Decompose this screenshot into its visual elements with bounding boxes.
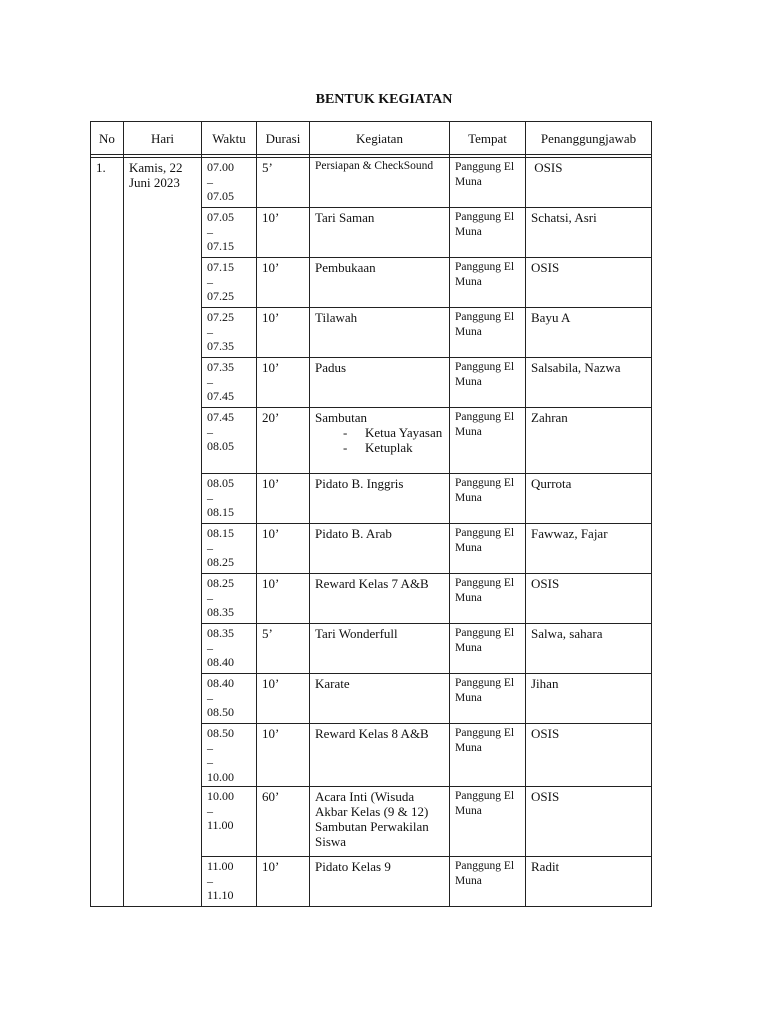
waktu-line: 08.40 bbox=[207, 676, 234, 690]
penanggungjawab-cell: OSIS bbox=[526, 158, 652, 208]
durasi-cell: 10’ bbox=[257, 524, 310, 574]
waktu-line: 07.35 bbox=[207, 360, 234, 374]
penanggungjawab-cell: Fawwaz, Fajar bbox=[526, 524, 652, 574]
waktu-line: 07.45 bbox=[207, 410, 234, 424]
waktu-line: 07.35 bbox=[207, 339, 234, 353]
kegiatan-cell bbox=[310, 787, 450, 857]
penanggungjawab-cell: Salsabila, Nazwa bbox=[526, 358, 652, 408]
waktu-cell bbox=[202, 674, 257, 724]
penanggungjawab-cell: OSIS bbox=[526, 787, 652, 857]
waktu-cell bbox=[202, 208, 257, 258]
waktu-cell bbox=[202, 524, 257, 574]
waktu-line: 07.05 bbox=[207, 189, 234, 203]
kegiatan-cell bbox=[310, 408, 450, 474]
penanggungjawab-cell: OSIS bbox=[526, 574, 652, 624]
kegiatan-cell bbox=[310, 574, 450, 624]
kegiatan-cell bbox=[310, 724, 450, 787]
waktu-line: 08.40 bbox=[207, 655, 234, 669]
kegiatan-text: Tari Saman bbox=[315, 210, 375, 225]
waktu-line: – bbox=[207, 540, 213, 555]
waktu-line: 08.15 bbox=[207, 526, 234, 540]
tempat-cell: Panggung El Muna bbox=[450, 158, 526, 208]
kegiatan-text: Tilawah bbox=[315, 310, 358, 325]
header-tempat: Tempat bbox=[450, 122, 526, 155]
durasi-cell: 5’ bbox=[257, 624, 310, 674]
kegiatan-cell bbox=[310, 158, 450, 208]
kegiatan-subitem: - Ketuplak bbox=[343, 440, 444, 455]
waktu-cell bbox=[202, 474, 257, 524]
kegiatan-text: Reward Kelas 8 A&B bbox=[315, 726, 429, 741]
durasi-cell: 10’ bbox=[257, 857, 310, 907]
waktu-line: 11.00 bbox=[207, 859, 234, 873]
durasi-cell: 10’ bbox=[257, 724, 310, 787]
waktu-line: – bbox=[207, 274, 213, 289]
tempat-cell: Panggung El Muna bbox=[450, 474, 526, 524]
waktu-line: – bbox=[207, 424, 213, 439]
waktu-line: – bbox=[207, 873, 213, 888]
penanggungjawab-cell: Salwa, sahara bbox=[526, 624, 652, 674]
waktu-cell bbox=[202, 258, 257, 308]
kegiatan-text: Pidato B. Inggris bbox=[315, 476, 404, 491]
waktu-line: 07.25 bbox=[207, 289, 234, 303]
document-title: BENTUK KEGIATAN bbox=[315, 92, 453, 107]
kegiatan-text: Sambutan bbox=[315, 410, 367, 425]
waktu-line: 10.00 bbox=[207, 769, 234, 784]
kegiatan-cell bbox=[310, 524, 450, 574]
waktu-line: – bbox=[207, 690, 213, 705]
waktu-line: – bbox=[207, 740, 213, 755]
durasi-cell: 20’ bbox=[257, 408, 310, 474]
header-row bbox=[91, 122, 652, 155]
kegiatan-text: Persiapan & CheckSound bbox=[315, 160, 434, 172]
waktu-line: 08.25 bbox=[207, 576, 234, 590]
penanggungjawab-cell: Jihan bbox=[526, 674, 652, 724]
kegiatan-sublist bbox=[315, 425, 444, 455]
waktu-line: – bbox=[207, 590, 213, 605]
durasi-cell: 5’ bbox=[257, 158, 310, 208]
penanggungjawab-cell: OSIS bbox=[526, 724, 652, 787]
kegiatan-cell bbox=[310, 857, 450, 907]
tempat-cell: Panggung El Muna bbox=[450, 358, 526, 408]
penanggungjawab-cell: Zahran bbox=[526, 408, 652, 474]
waktu-line: – bbox=[207, 324, 213, 339]
waktu-cell bbox=[202, 624, 257, 674]
waktu-line: 07.45 bbox=[207, 389, 234, 403]
kegiatan-text: Pembukaan bbox=[315, 260, 376, 275]
waktu-cell bbox=[202, 574, 257, 624]
waktu-line: 10.00 bbox=[207, 789, 234, 803]
waktu-line: 08.25 bbox=[207, 555, 234, 569]
kegiatan-cell bbox=[310, 308, 450, 358]
header-waktu: Waktu bbox=[202, 122, 257, 155]
durasi-cell: 10’ bbox=[257, 358, 310, 408]
kegiatan-cell bbox=[310, 258, 450, 308]
waktu-line: 08.35 bbox=[207, 605, 234, 619]
durasi-cell: 10’ bbox=[257, 674, 310, 724]
table-row bbox=[91, 158, 652, 208]
schedule-table bbox=[90, 121, 652, 907]
waktu-line: – bbox=[207, 374, 213, 389]
penanggungjawab-cell: Qurrota bbox=[526, 474, 652, 524]
tempat-cell: Panggung El Muna bbox=[450, 408, 526, 474]
waktu-line: 07.25 bbox=[207, 310, 234, 324]
waktu-line: 11.10 bbox=[207, 888, 234, 902]
waktu-line: 08.50 bbox=[207, 726, 234, 740]
header-hari: Hari bbox=[124, 122, 202, 155]
kegiatan-subitem: - Ketua Yayasan bbox=[343, 425, 444, 440]
waktu-line: 08.15 bbox=[207, 505, 234, 519]
waktu-line: – bbox=[207, 755, 213, 769]
waktu-cell bbox=[202, 787, 257, 857]
waktu-line: 08.05 bbox=[207, 439, 234, 453]
tempat-cell: Panggung El Muna bbox=[450, 724, 526, 787]
tempat-cell: Panggung El Muna bbox=[450, 624, 526, 674]
penanggungjawab-cell: Radit bbox=[526, 857, 652, 907]
durasi-cell: 10’ bbox=[257, 308, 310, 358]
waktu-line: 07.15 bbox=[207, 260, 234, 274]
kegiatan-cell bbox=[310, 358, 450, 408]
tempat-cell: Panggung El Muna bbox=[450, 308, 526, 358]
kegiatan-text: Acara Inti (Wisuda Akbar Kelas (9 & 12) Sambutan Perwakilan Siswa bbox=[315, 789, 429, 849]
waktu-cell bbox=[202, 308, 257, 358]
kegiatan-cell bbox=[310, 674, 450, 724]
penanggungjawab-cell: Schatsi, Asri bbox=[526, 208, 652, 258]
durasi-cell: 10’ bbox=[257, 474, 310, 524]
kegiatan-cell bbox=[310, 474, 450, 524]
waktu-line: – bbox=[207, 803, 213, 818]
waktu-line: 11.00 bbox=[207, 818, 234, 832]
kegiatan-cell bbox=[310, 624, 450, 674]
waktu-cell bbox=[202, 857, 257, 907]
tempat-cell: Panggung El Muna bbox=[450, 258, 526, 308]
waktu-cell bbox=[202, 408, 257, 474]
kegiatan-text: Karate bbox=[315, 676, 350, 691]
kegiatan-text: Reward Kelas 7 A&B bbox=[315, 576, 429, 591]
header-durasi: Durasi bbox=[257, 122, 310, 155]
tempat-cell: Panggung El Muna bbox=[450, 208, 526, 258]
kegiatan-text: Tari Wonderfull bbox=[315, 626, 398, 641]
tempat-cell: Panggung El Muna bbox=[450, 787, 526, 857]
durasi-cell: 60’ bbox=[257, 787, 310, 857]
waktu-line: – bbox=[207, 174, 213, 189]
tempat-cell: Panggung El Muna bbox=[450, 524, 526, 574]
header-no: No bbox=[91, 122, 124, 155]
hari-cell: Kamis, 22 Juni 2023 bbox=[124, 158, 202, 907]
waktu-line: – bbox=[207, 490, 213, 505]
waktu-line: 08.05 bbox=[207, 476, 234, 490]
waktu-line: 07.15 bbox=[207, 239, 234, 253]
kegiatan-cell bbox=[310, 208, 450, 258]
waktu-line: – bbox=[207, 640, 213, 655]
row-number-cell: 1. bbox=[91, 158, 124, 907]
tempat-cell: Panggung El Muna bbox=[450, 674, 526, 724]
kegiatan-text: Pidato Kelas 9 bbox=[315, 859, 391, 874]
kegiatan-text: Padus bbox=[315, 360, 347, 375]
waktu-line: 07.05 bbox=[207, 210, 234, 224]
durasi-cell: 10’ bbox=[257, 258, 310, 308]
waktu-line: 07.00 bbox=[207, 160, 234, 174]
penanggungjawab-cell: OSIS bbox=[526, 258, 652, 308]
durasi-cell: 10’ bbox=[257, 208, 310, 258]
tempat-cell: Panggung El Muna bbox=[450, 857, 526, 907]
waktu-cell bbox=[202, 358, 257, 408]
waktu-line: 08.35 bbox=[207, 626, 234, 640]
tempat-cell: Panggung El Muna bbox=[450, 574, 526, 624]
penanggungjawab-cell: Bayu A bbox=[526, 308, 652, 358]
kegiatan-text: Pidato B. Arab bbox=[315, 526, 392, 541]
durasi-cell: 10’ bbox=[257, 574, 310, 624]
waktu-line: 08.50 bbox=[207, 705, 234, 719]
waktu-cell bbox=[202, 158, 257, 208]
waktu-line: – bbox=[207, 224, 213, 239]
header-kegiatan: Kegiatan bbox=[310, 122, 450, 155]
waktu-cell bbox=[202, 724, 257, 787]
header-penanggungjawab: Penanggungjawab bbox=[526, 122, 652, 155]
